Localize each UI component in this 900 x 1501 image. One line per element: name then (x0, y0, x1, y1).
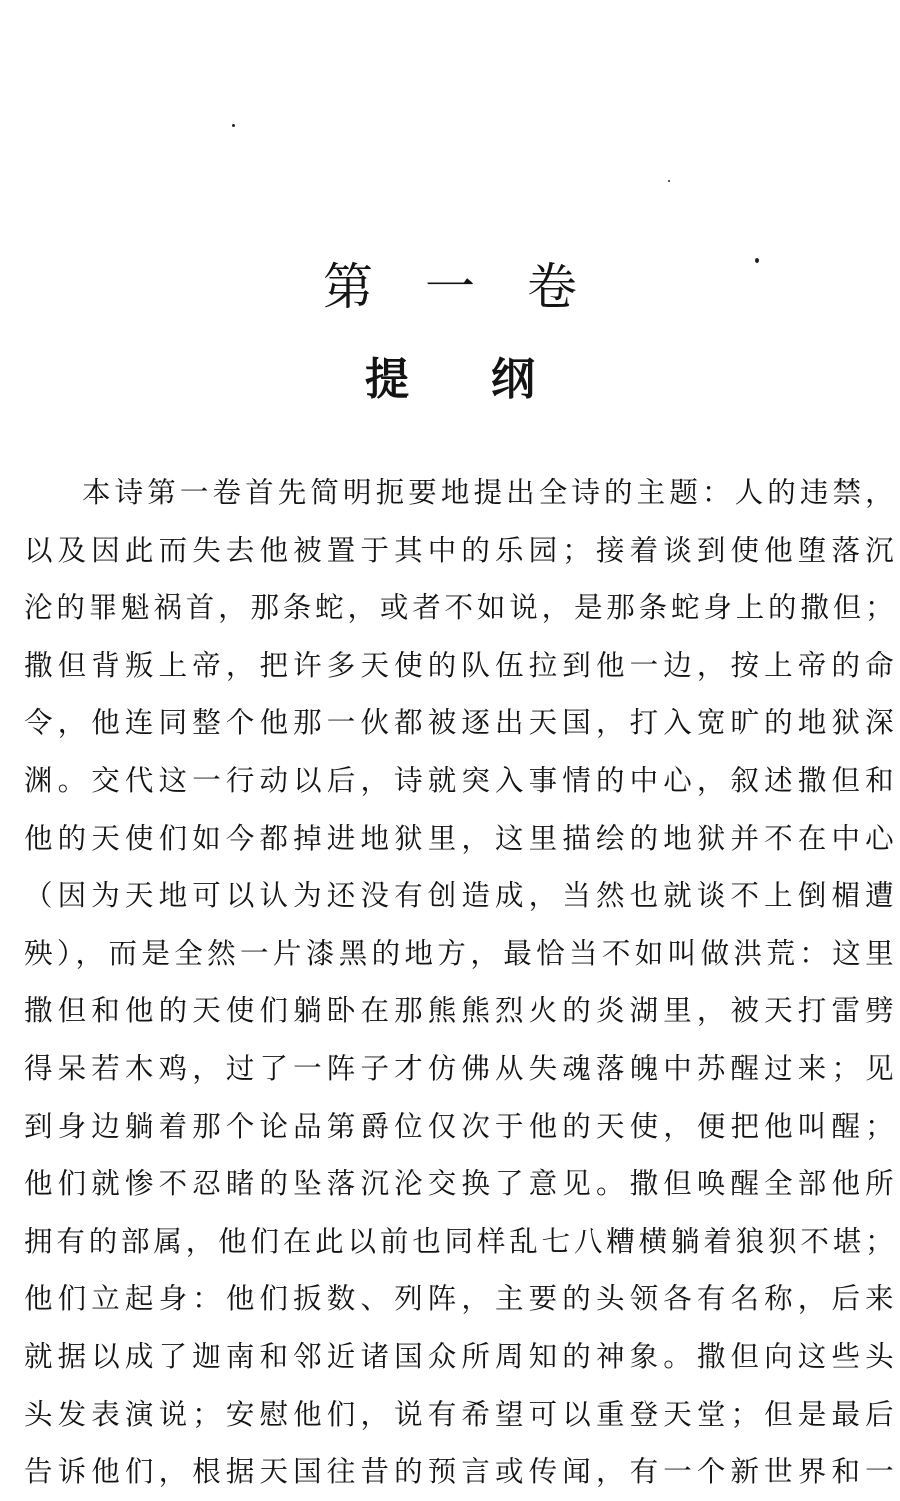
text-line: 就据以成了迦南和邻近诸国众所周知的神象。撒但向这些头 (24, 1339, 894, 1373)
text-line: 渊。交代这一行动以后，诗就突入事情的中心，叙述撒但和 (24, 763, 894, 797)
text-line: 他们就惨不忍睹的坠落沉沦交换了意见。撒但唤醒全部他所 (24, 1167, 894, 1201)
text-line: 拥有的部属，他们在此以前也同样乱七八糟横躺着狼狈不堪； (24, 1224, 894, 1258)
text-line: 沦的罪魁祸首，那条蛇，或者不如说，是那条蛇身上的撒但； (24, 591, 894, 625)
text-line: 撒但背叛上帝，把许多天使的队伍拉到他一边，按上帝的命 (24, 648, 894, 682)
text-line: 到身边躺着那个论品第爵位仅次于他的天使，便把他叫醒； (24, 1109, 894, 1143)
text-line: 以及因此而失去他被置于其中的乐园；接着谈到使他堕落沉 (24, 533, 894, 567)
scan-speck (668, 180, 670, 182)
text-line: 本诗第一卷首先简明扼要地提出全诗的主题：人的违禁， (82, 476, 894, 509)
synopsis-paragraph (24, 464, 894, 1501)
text-line: 殃），而是全然一片漆黑的地方，最恰当不如叫做洪荒：这里 (24, 936, 894, 970)
text-line: 得呆若木鸡，过了一阵子才仿佛从失魂落魄中苏醒过来；见 (24, 1051, 894, 1085)
section-title: 提纲 (365, 354, 617, 405)
text-line: （因为天地可以认为还没有创造成，当然也就谈不上倒楣遭 (24, 879, 894, 913)
text-line: 撒但和他的天使们躺卧在那熊熊烈火的炎湖里，被天打雷劈 (24, 994, 894, 1028)
text-line: 告诉他们，根据天国往昔的预言或传闻，有一个新世界和一 (24, 1455, 894, 1489)
scan-speck (232, 124, 235, 127)
text-line: 令，他连同整个他那一伙都被逐出天国，打入宽旷的地狱深 (24, 706, 894, 740)
text-line: 他们立起身：他们扳数、列阵，主要的头领各有名称，后来 (24, 1282, 894, 1316)
chapter-title: 第一卷 (323, 258, 629, 316)
text-line: 头发表演说；安慰他们，说有希望可以重登天堂；但是最后 (24, 1397, 894, 1431)
text-line: 他的天使们如今都掉进地狱里，这里描绘的地狱并不在中心 (24, 821, 894, 855)
